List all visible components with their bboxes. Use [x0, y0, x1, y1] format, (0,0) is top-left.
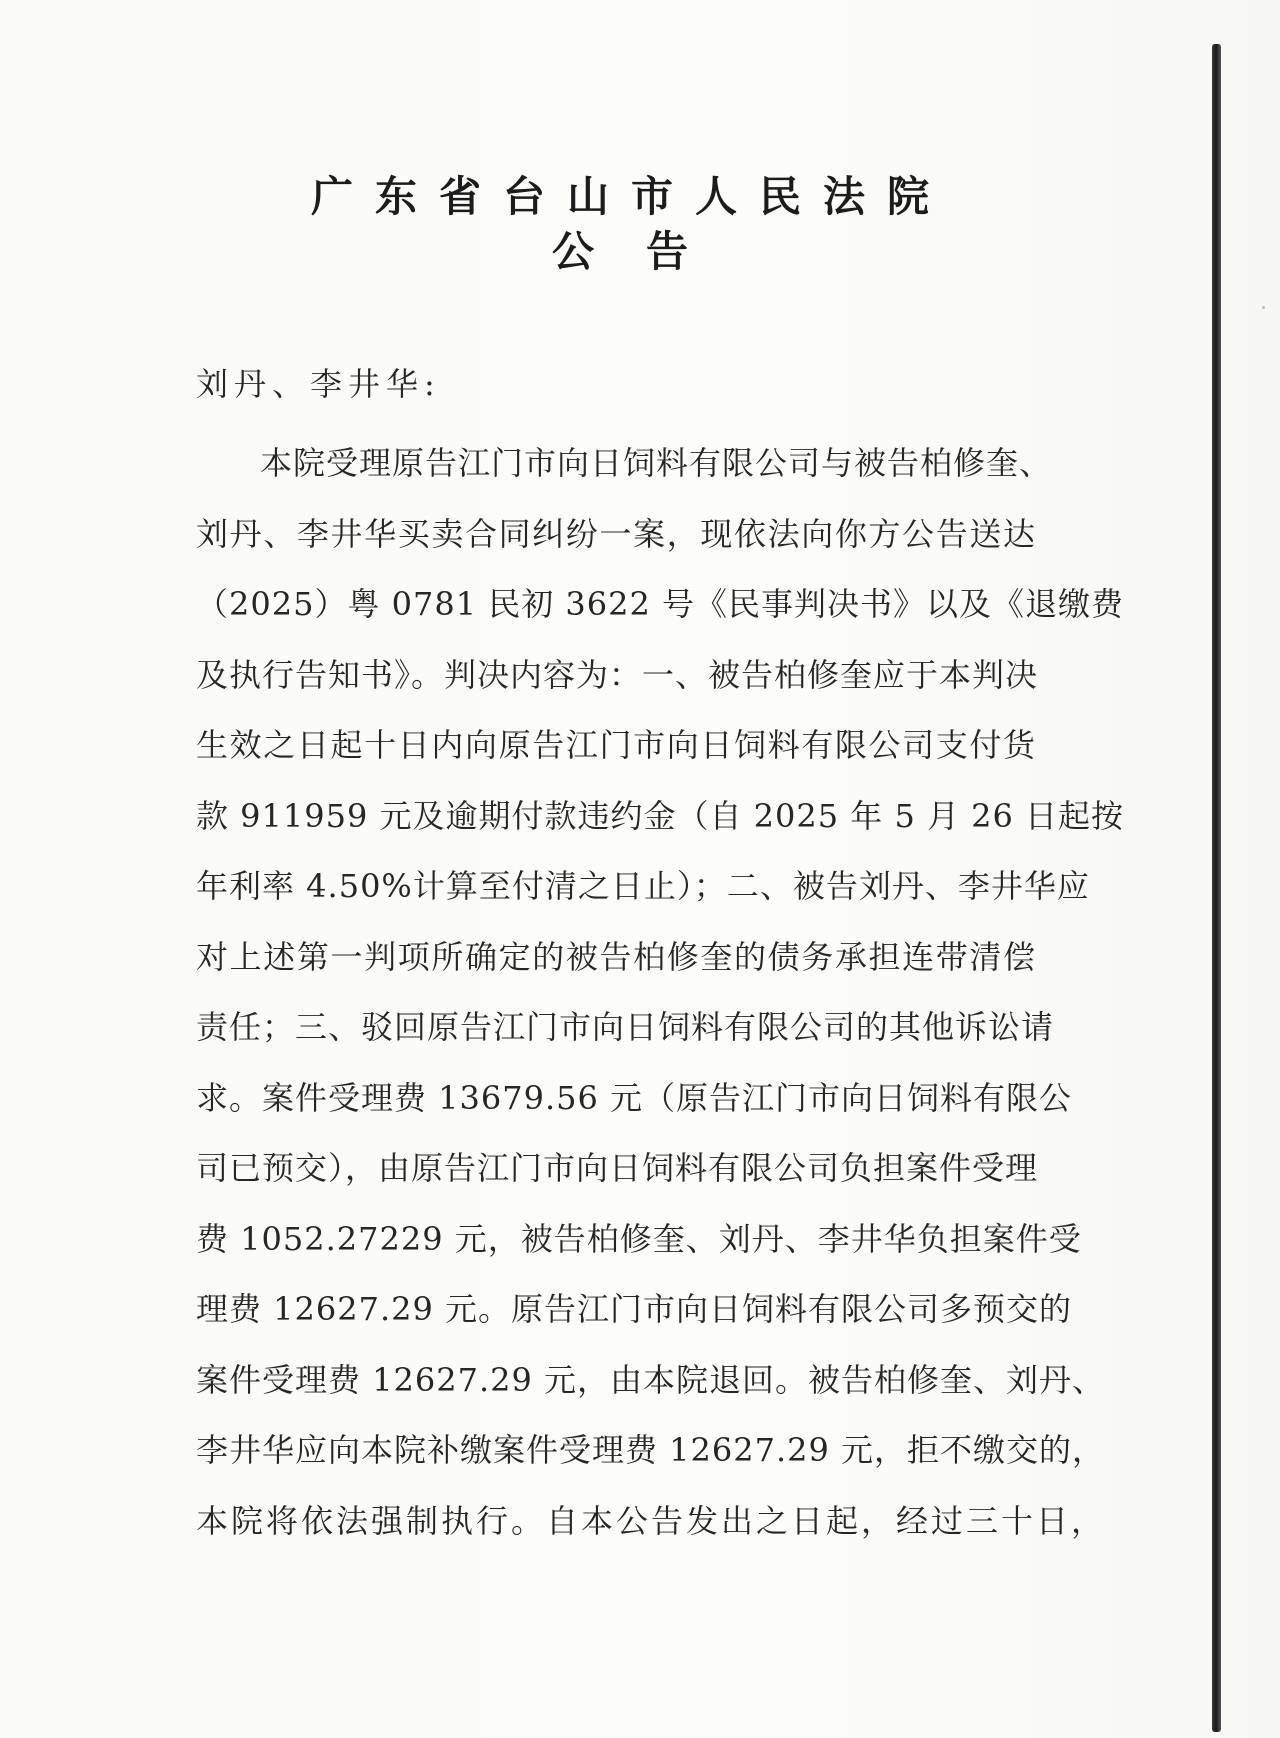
body-line: 本院受理原告江门市向日饲料有限公司与被告柏修奎、 — [260, 444, 1053, 482]
body-line: 李井华应向本院补缴案件受理费 12627.29 元，拒不缴交的， — [196, 1431, 1106, 1469]
page-binding-edge — [1212, 44, 1221, 1732]
body-line: 案件受理费 12627.29 元，由本院退回。被告柏修奎、刘丹、 — [196, 1360, 1106, 1399]
scan-speck — [1262, 306, 1265, 309]
court-name: 广东省台山市人民法院 — [310, 172, 951, 221]
document-header — [240, 168, 1000, 278]
body-line: 费 1052.27229 元，被告柏修奎、刘丹、李井华负担案件受 — [196, 1219, 1082, 1258]
body-line: 生效之日起十日内向原告江门市向日饲料有限公司支付货 — [196, 726, 1036, 764]
body-line: 年利率 4.50%计算至付清之日止）；二、被告刘丹、李井华应 — [196, 867, 1090, 905]
body-line: 本院将依法强制执行。自本公告发出之日起，经过三十日， — [196, 1501, 1107, 1540]
body-line: 责任；三、驳回原告江门市向日饲料有限公司的其他诉讼请 — [196, 1008, 1055, 1046]
body-line: 及执行告知书》。判决内容为：一、被告柏修奎应于本判决 — [196, 655, 1039, 694]
body-line: 对上述第一判项所确定的被告柏修奎的债务承担连带清偿 — [196, 937, 1036, 976]
addressee-line: 刘丹、李井华: — [196, 365, 441, 403]
document-title: 公告 — [551, 227, 740, 276]
body-line: 司已预交），由原告江门市向日饲料有限公司负担案件受理 — [196, 1149, 1039, 1187]
body-line: （2025）粤 0781 民初 3622 号《民事判决书》以及《退缴费 — [196, 585, 1125, 623]
body-line: 理费 12627.29 元。原告江门市向日饲料有限公司多预交的 — [196, 1290, 1073, 1328]
notice-body — [196, 428, 1125, 1556]
body-line: 款 911959 元及逾期付款违约金（自 2025 年 5 月 26 日起按 — [196, 796, 1125, 835]
body-line: 求。案件受理费 13679.56 元（原告江门市向日饲料有限公 — [196, 1078, 1073, 1117]
body-line: 刘丹、李井华买卖合同纠纷一案，现依法向你方公告送达 — [196, 514, 1036, 553]
